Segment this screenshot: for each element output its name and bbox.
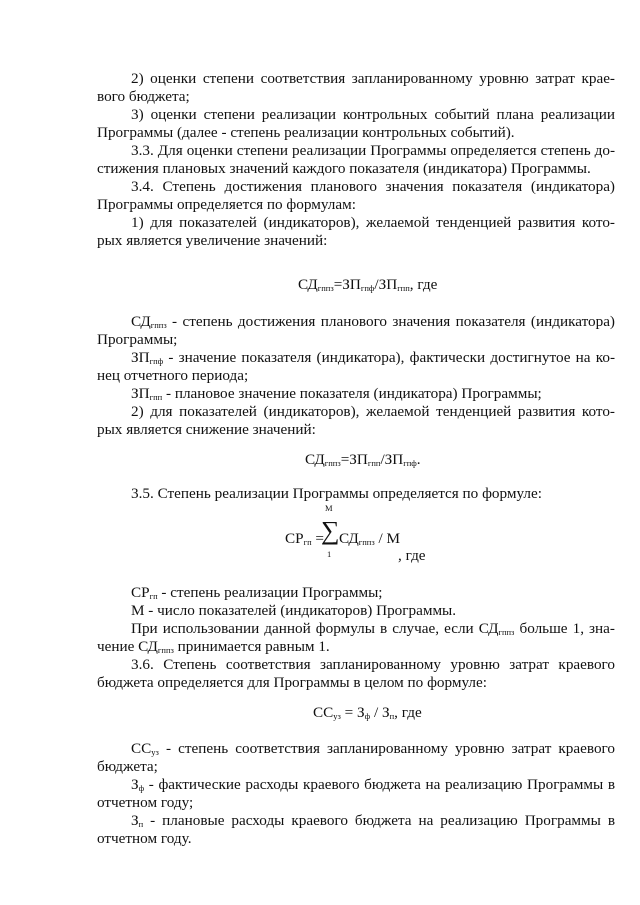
text-line: Программы (далее - степень реализации контрольных событий). [97,124,515,141]
text-line: рых является увеличение значений: [97,232,328,249]
definition-line: 2) для показателей (индикаторов), желаемой тенденцией развития кото- [131,403,615,420]
summation-sign: ∑ [321,516,340,545]
definition-line: $ЗП_{гпф}$ - значение показателя (индикатора), фактически достигнутое на ко- [131,349,615,366]
formula-4: $СС_{уз} = З_ф / З_п$, где [313,704,422,721]
sum-upper-limit: М [325,503,333,513]
section-3-6: 3.6. Степень соответствия запланированному уровню затрат краевого [131,656,615,673]
text-line: 2) оценки степени соответствия запланированному уровню затрат крае- [131,70,615,87]
definition-line: нец отчетного периода; [97,367,249,384]
definition-line: $СР_{гп}$ - степень реализации Программы; [131,584,383,601]
definition-line: отчетном году. [97,830,192,847]
definition-line: Программы; [97,331,178,348]
definition-line: бюджета; [97,758,158,775]
formula-1: $СД_{гппз}=ЗП_{гпф}/ЗП_{гпп}$, где [298,276,438,293]
sum-lower-limit: 1 [327,549,332,559]
text-line: вого бюджета; [97,88,190,105]
definition-line: $СС_{уз}$ - степень соответствия запланированному уровню затрат краевого [131,740,615,757]
definition-line: $ЗП_{гпп}$ - плановое значение показателя (индикатора) Программы; [131,385,542,402]
text-line: 3.3. Для оценки степени реализации Программы определяется степень до- [131,142,615,159]
text-line: 3) оценки степени реализации контрольных событий плана реализации [131,106,615,123]
definition-line: При использовании данной формулы в случае, если $СД_{гппз}$ больше 1, зна- [131,620,615,637]
definition-line: рых является снижение значений: [97,421,316,438]
text-line: стижения плановых значений каждого показателя (индикатора) Программы. [97,160,591,177]
definition-line: бюджета определяется для Программы в целом по формуле: [97,674,487,691]
definition-line: М - число показателей (индикаторов) Программы. [131,602,457,619]
formula-3-tail: , где [398,547,426,564]
definition-line: отчетном году; [97,794,194,811]
definition-line: $З_ф$ - фактические расходы краевого бюджета на реализацию Программы в [131,776,615,793]
definition-line: $З_п$ - плановые расходы краевого бюджета на реализацию Программы в [131,812,615,829]
formula-3-lhs: $СР_{гп}$ = [285,530,324,547]
text-line: Программы определяется по формулам: [97,196,356,213]
definition-line: $СД_{гппз}$ - степень достижения планового значения показателя (индикатора) [131,313,615,330]
definition-line: чение $СД_{гппз}$ принимается равным 1. [97,638,330,655]
formula-2: $СД_{гппз}=ЗП_{гпп}/ЗП_{гпф}$. [305,451,421,468]
text-line: 3.4. Степень достижения планового значения показателя (индикатора) [131,178,615,195]
formula-3-term: $СД_{гппз}$ / М [339,530,401,547]
text-line: 1) для показателей (индикаторов), желаемой тенденцией развития кото- [131,214,615,231]
section-3-5: 3.5. Степень реализации Программы определяется по формуле: [131,485,542,502]
